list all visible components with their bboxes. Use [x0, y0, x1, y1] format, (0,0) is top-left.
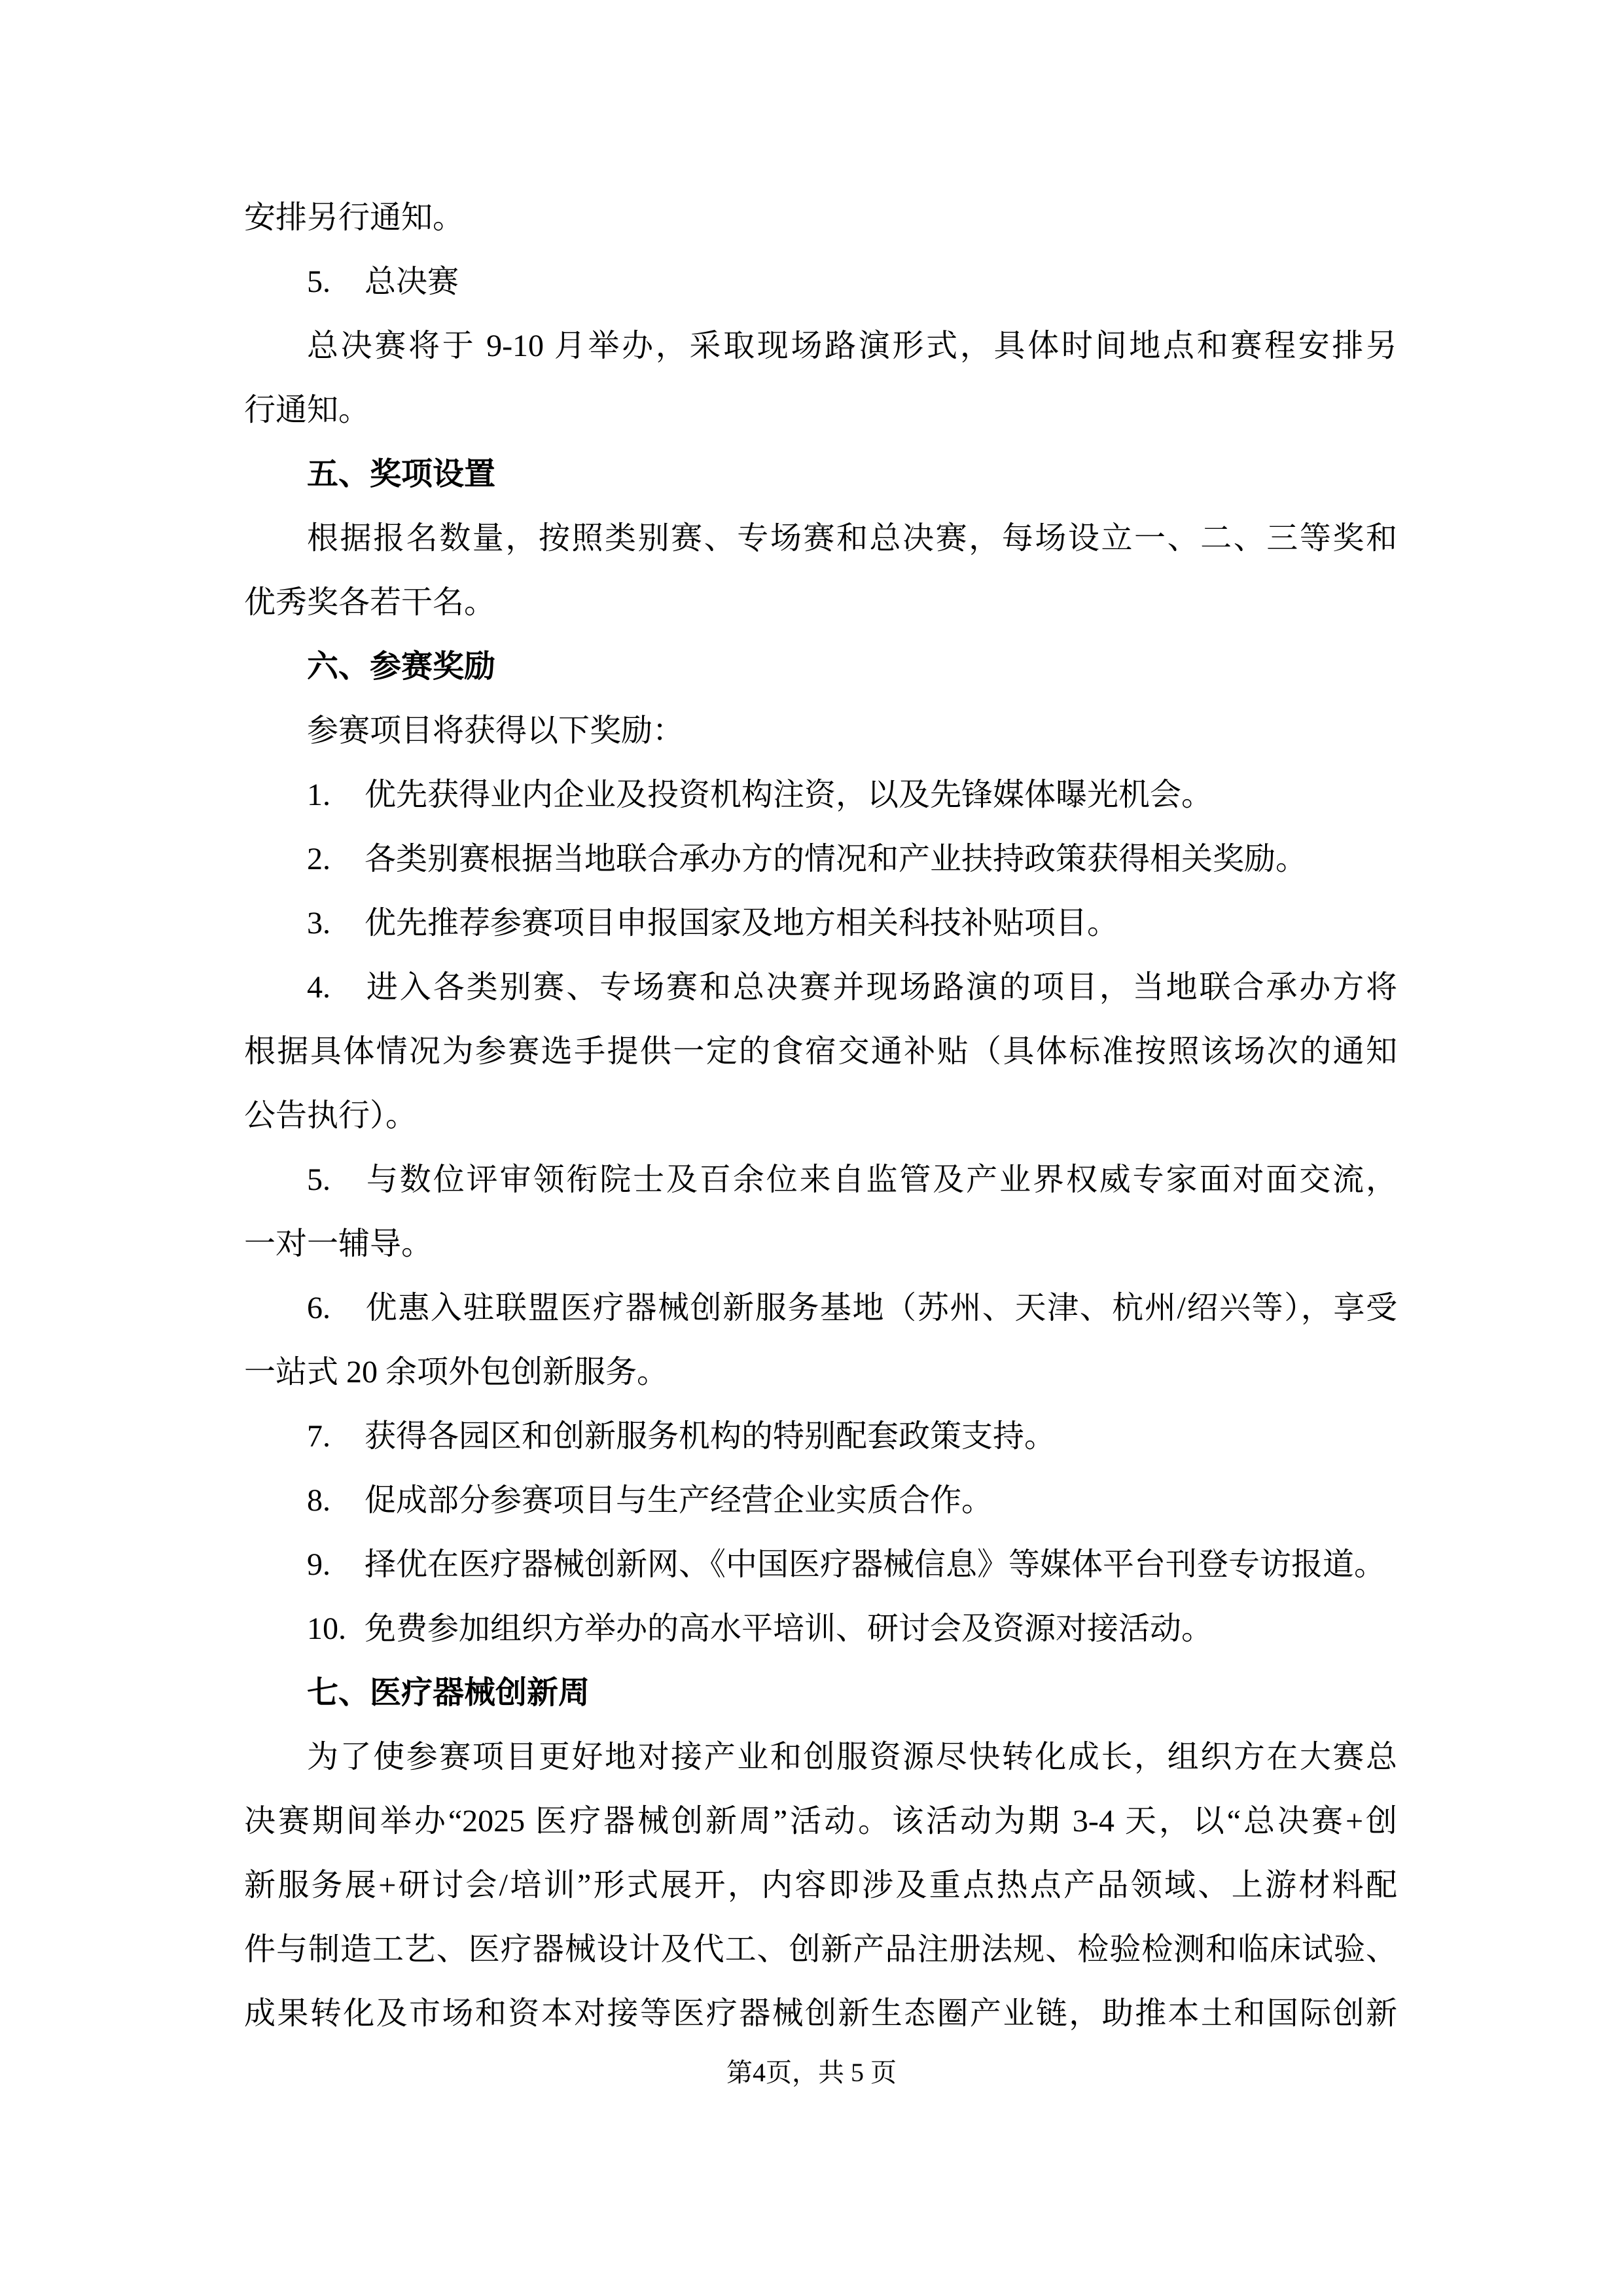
document-line	[244, 1789, 1397, 1854]
list-number: 7.	[307, 1419, 330, 1454]
document-line	[244, 1148, 1397, 1212]
line-text: 优惠入驻联盟医疗器械创新服务基地（苏州、天津、杭州/绍兴等），享受	[365, 1291, 1397, 1325]
document-line	[244, 314, 1397, 378]
list-number: 5.	[307, 264, 330, 299]
line-text: 根据具体情况为参赛选手提供一定的食宿交通补贴（具体标准按照该场次的通知	[244, 1034, 1397, 1069]
section-heading	[244, 635, 1397, 699]
list-number: 4.	[307, 970, 330, 1005]
list-number: 2.	[307, 842, 330, 876]
page-number: 第4页，共 5 页	[726, 2058, 897, 2087]
document-line	[244, 378, 1397, 442]
line-text: 行通知。	[244, 393, 370, 427]
document-line	[244, 1405, 1397, 1469]
line-text: 为了使参赛项目更好地对接产业和创服资源尽快转化成长，组织方在大赛总	[307, 1740, 1397, 1774]
document-line	[244, 1340, 1397, 1405]
line-text: 成果转化及市场和资本对接等医疗器械创新生态圈产业链，助推本土和国际创新	[244, 1996, 1397, 2031]
line-text: 各类别赛根据当地联合承办方的情况和产业扶持政策获得相关奖励。	[365, 842, 1308, 876]
document-line	[244, 956, 1397, 1020]
list-number: 1.	[307, 778, 330, 812]
line-text: 优先获得业内企业及投资机构注资，以及先锋媒体曝光机会。	[365, 778, 1213, 812]
line-text: 总决赛	[365, 264, 459, 299]
line-text: 进入各类别赛、专场赛和总决赛并现场路演的项目，当地联合承办方将	[365, 970, 1397, 1005]
document-line	[244, 1854, 1397, 1918]
list-number: 5.	[307, 1162, 330, 1197]
document-line	[244, 1982, 1397, 2046]
line-text: 促成部分参赛项目与生产经营企业实质合作。	[365, 1483, 993, 1518]
document-line	[244, 186, 1397, 250]
line-text: 免费参加组织方举办的高水平培训、研讨会及资源对接活动。	[365, 1611, 1213, 1646]
section-heading	[244, 1661, 1397, 1725]
document-line	[244, 1084, 1397, 1148]
line-text: 优先推荐参赛项目申报国家及地方相关科技补贴项目。	[365, 906, 1119, 941]
document-line	[244, 699, 1397, 763]
document-line	[244, 250, 1397, 314]
line-text: 新服务展+研讨会/培训”形式展开，内容即涉及重点热点产品领域、上游材料配	[244, 1868, 1397, 1903]
document-line	[244, 507, 1397, 571]
line-text: 五、奖项设置	[307, 457, 496, 492]
document-line	[244, 1725, 1397, 1789]
line-text: 择优在医疗器械创新网、《中国医疗器械信息》等媒体平台刊登专访报道。	[365, 1547, 1386, 1582]
line-text: 与数位评审领衔院士及百余位来自监管及产业界权威专家面对面交流，	[365, 1162, 1397, 1197]
document-line	[244, 1597, 1397, 1661]
line-text: 六、参赛奖励	[307, 649, 496, 684]
document-line	[244, 1469, 1397, 1533]
line-text: 获得各园区和创新服务机构的特别配套政策支持。	[365, 1419, 1056, 1454]
list-number: 10.	[307, 1611, 346, 1646]
line-text: 安排另行通知。	[244, 200, 465, 235]
line-text: 参赛项目将获得以下奖励：	[307, 713, 685, 748]
document-line	[244, 1212, 1397, 1276]
list-number: 8.	[307, 1483, 330, 1518]
document-line	[244, 763, 1397, 827]
document-body	[244, 186, 1397, 2046]
list-number: 9.	[307, 1547, 330, 1582]
line-text: 一站式 20 余项外包创新服务。	[244, 1355, 669, 1390]
page-footer	[0, 2041, 1623, 2105]
document-line	[244, 1020, 1397, 1084]
document-line	[244, 827, 1397, 891]
document-line	[244, 1918, 1397, 1982]
line-text: 件与制造工艺、医疗器械设计及代工、创新产品注册法规、检验检测和临床试验、	[244, 1932, 1397, 1967]
document-line	[244, 1276, 1397, 1340]
document-line	[244, 891, 1397, 956]
line-text: 决赛期间举办“2025 医疗器械创新周”活动。该活动为期 3-4 天，以“总决赛+创	[244, 1804, 1397, 1839]
line-text: 公告执行）。	[244, 1098, 418, 1133]
line-text: 优秀奖各若干名。	[244, 585, 496, 620]
line-text: 根据报名数量，按照类别赛、专场赛和总决赛，每场设立一、二、三等奖和	[307, 521, 1397, 556]
list-number: 3.	[307, 906, 330, 941]
document-line	[244, 571, 1397, 635]
document-line	[244, 1533, 1397, 1597]
line-text: 一对一辅导。	[244, 1227, 433, 1261]
line-text: 七、医疗器械创新周	[307, 1676, 590, 1710]
list-number: 6.	[307, 1291, 330, 1325]
line-text: 总决赛将于 9-10 月举办，采取现场路演形式，具体时间地点和赛程安排另	[307, 329, 1397, 363]
section-heading	[244, 442, 1397, 507]
